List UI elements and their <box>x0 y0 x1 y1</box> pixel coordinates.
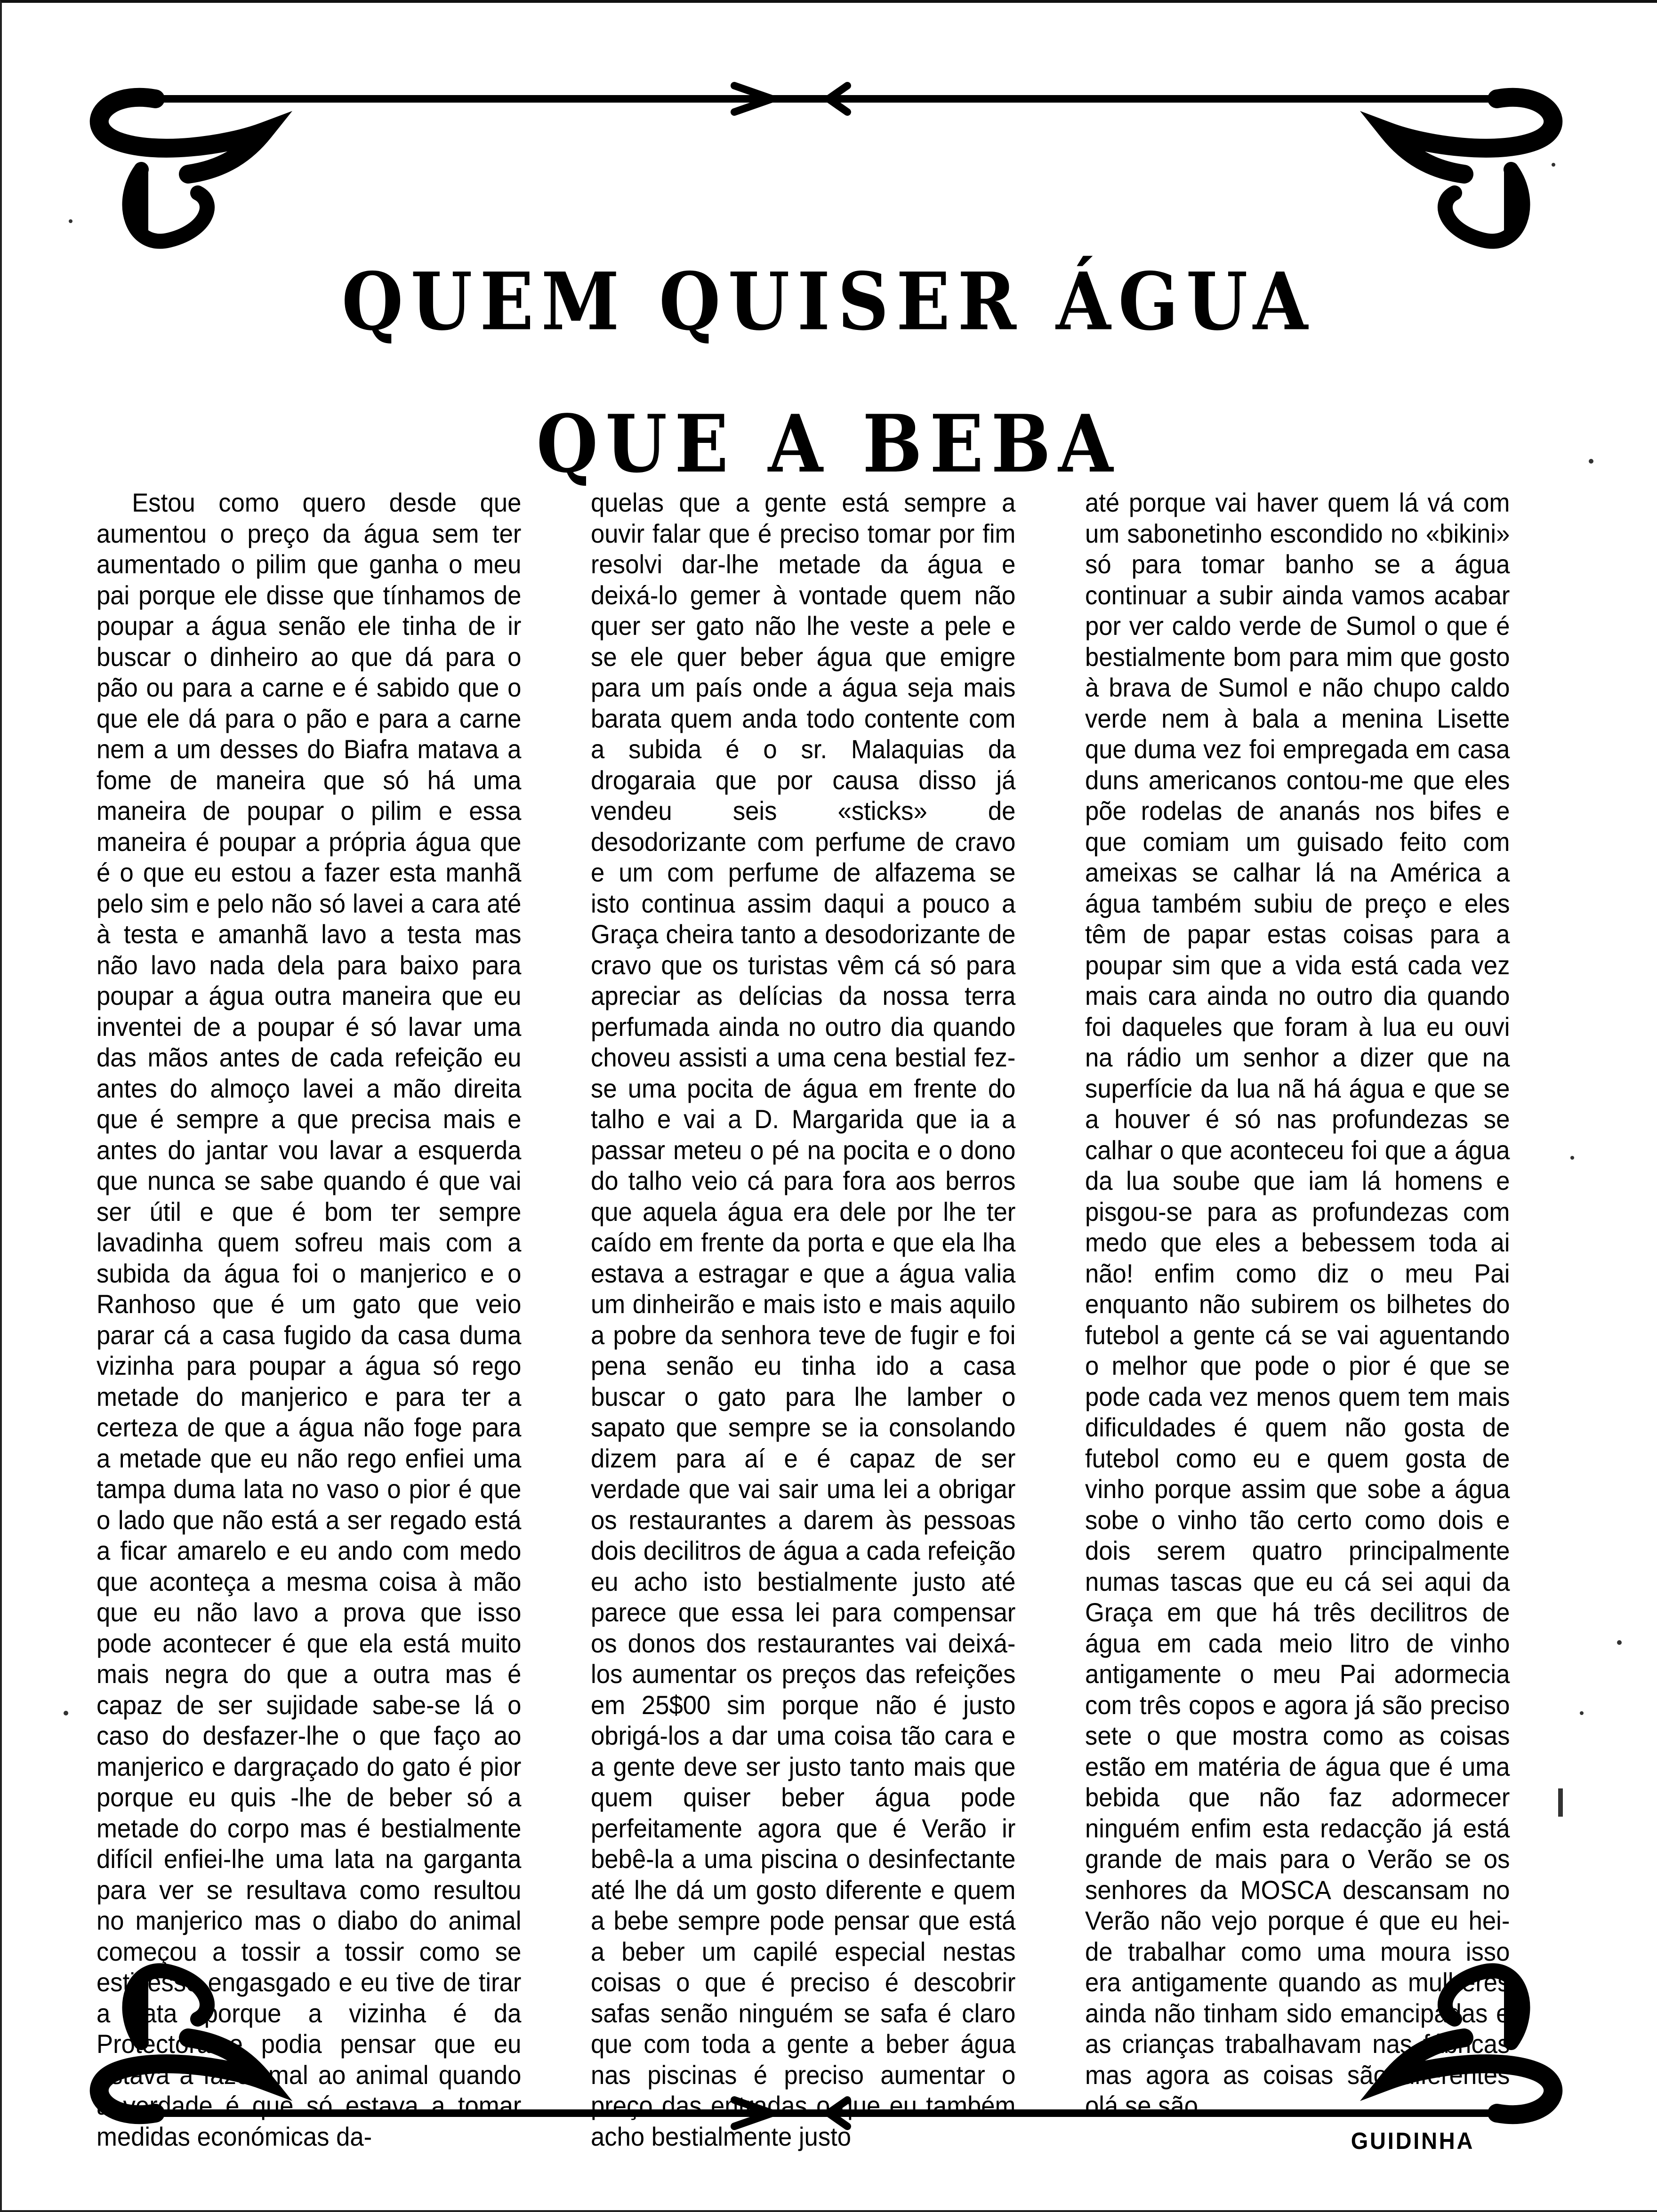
column-2-text: quelas que a gente está sempre a ouvir falar que é preciso tomar por fim resolvi dar-lhe metade da água e deixá-lo gemer à vontade quem não quer ser gato não lhe veste a pele e se ele quer beber água que emigre para um país onde a água seja mais barata quem anda todo contente com a subida é o sr. Malaquias da drogaraia que por causa disso já vendeu seis «sticks» de desodorizante com perfume de cravo e um com perfume de alfazema se isto continua assim daqui a pouco a Graça cheira tanto a desodorizante de cravo que os turistas vêm cá só para apreciar as delícias da nossa terra perfumada ainda no outro dia quando choveu assisti a uma cena bestial fez-se uma pocita de água em frente do talho e vai a D. Margarida que ia a passar meteu o pé na pocita e o dono do talho veio cá para fora aos berros que aquela água era dele por lhe ter caído em frente da porta e que ela lha estava a estragar e que a água valia um dinheirão e mais isto e mais aquilo a pobre da senhora teve de fugir e foi pena senão eu tinha ido a casa buscar o gato para lhe lamber o sapato que sempre se ia consolando dizem para aí e é capaz de ser verdade que vai sair uma lei a obrigar os restaurantes a darem às pessoas dois decilitros de água a cada refeição eu acho isto bestialmente justo até parece que essa lei para compensar os donos dos restaurantes vai deixá-los aumentar os preços das refeições em 25$00 sim porque não é justo obrigá-los a dar uma coisa tão cara e a gente deve ser justo tanto mais que quem quiser beber água pode perfeitamente agora que é Verão ir bebê-la a uma piscina o desinfectante até lhe dá um gosto diferente e quem a bebe sempre pode pensar que está a beber um capilé especial nestas coisas o que é preciso é descobrir safas senão ninguém se safa é claro que com toda a gente a beber água nas piscinas é preciso aumentar o preço das entradas o que eu também acho bestialmente justo <box>591 488 1016 2151</box>
article-body <box>97 487 1537 2154</box>
column-3 <box>1085 487 1510 2154</box>
column-3-text: até porque vai haver quem lá vá com um sabonetinho escondido no «bikini» só para tomar banho se a água continuar a subir ainda vamos acabar por ver caldo verde de Sumol o que é bestialmente bom para mim que gosto à brava de Sumol e não chupo caldo verde nem à bala a menina Lisette que duma vez foi empregada em casa duns americanos contou-me que eles põe rodelas de ananás nos bifes e que comiam um guisado feito com ameixas se calhar lá na América a água também subiu de preço e eles têm de papar estas coisas para a poupar sim que a vida está cada vez mais cara ainda no outro dia quando foi daqueles que foram à lua eu ouvi na rádio um senhor a dizer que na superfície da lua nã há água e que se a houver é só nas profundezas se calhar o que aconteceu foi que a água da lua soube que iam lá homens e pisgou-se para as profundezas com medo que eles a bebessem toda ai não! enfim como diz o meu Pai enquanto não subirem os bilhetes do futebol a gente cá se vai aguentando o melhor que pode o pior é que se pode cada vez menos quem tem mais dificuldades é quem não gosta de futebol como eu e quem gosta de vinho porque assim que sobe a água sobe o vinho tão certo como dois e dois serem quatro principalmente numas tascas que eu cá sei aqui da Graça em que há três decilitros de água em cada meio litro de vinho antigamente o meu Pai adormecia com três copos e agora já são preciso sete o que mostra como as coisas estão em matéria de água que é uma bebida que não faz adormecer ninguém enfim esta redacção já está grande de mais para o Verão se os senhores da MOSCA descansam no Verão não vejo porque é que eu hei-de trabalhar como uma moura isso era antigamente quando as mulheres ainda não tinham sido emancipadas e as crianças trabalhavam nas fábricas mas agora as coisas são diferentes olá se são. <box>1085 488 1510 2120</box>
column-1-text: Estou como quero desde que aumentou o preço da água sem ter aumentado o pilim que ganha o meu pai porque ele disse que tínhamos de poupar a água senão ele tinha de ir buscar o dinheiro ao que dá para o pão ou para a carne e é sabido que o que ele dá para o pão e para a carne nem a um desses do Biafra matava a fome de maneira que só há uma maneira de poupar o pilim e essa maneira é poupar a própria água que é o que eu estou a fazer esta manhã pelo sim e pelo não só lavei a cara até à testa e amanhã lavo a testa mas não lavo nada dela para baixo para poupar a água outra maneira que eu inventei de a poupar é só lavar uma das mãos antes de cada refeição eu antes do almoço lavei a mão direita que é sempre a que precisa mais e antes do jantar vou lavar a esquerda que nunca se sabe quando é que vai ser útil e que é bom ter sempre lavadinha quem sofreu mais com a subida da água foi o manjerico e o Ranhoso que é um gato que veio parar cá a casa fugido da casa duma vizinha para poupar a água só rego metade do manjerico e para ter a certeza de que a água não foge para a metade que eu não rego enfiei uma tampa duma lata no vaso o pior é que o lado que não está a ser regado está a ficar amarelo e eu ando com medo que aconteça a mesma coisa à mão que eu não lavo a prova que isso pode acontecer é que ela está muito mais negra do que a outra mas é capaz de ser sujidade sabe-se lá o caso do desfazer-lhe o que faço ao manjerico e dargraçado do gato é pior porque eu quis -lhe de beber só a metade do corpo mas é bestialmente difícil enfiei-lhe uma lata na garganta para ver se resultava como resultou no manjerico mas o diabo do animal começou a tossir a tossir como se estivesse engasgado e eu tive de tirar a lata porque a vizinha é da Protectora e podia pensar que eu estava a fazer mal ao animal quando a verdade é que só estava a tomar medidas económicas da- <box>97 488 522 2151</box>
author-signature: GUIDINHA <box>1351 2127 1475 2154</box>
title-line-2: QUE A BEBA <box>536 398 1121 491</box>
column-2 <box>591 487 1016 2151</box>
title-line-1: QUEM QUISER ÁGUA <box>341 255 1316 348</box>
article-title <box>0 231 1657 515</box>
top-ornament <box>0 61 1657 259</box>
column-1 <box>97 487 522 2151</box>
bottom-ornament <box>0 1953 1657 2151</box>
